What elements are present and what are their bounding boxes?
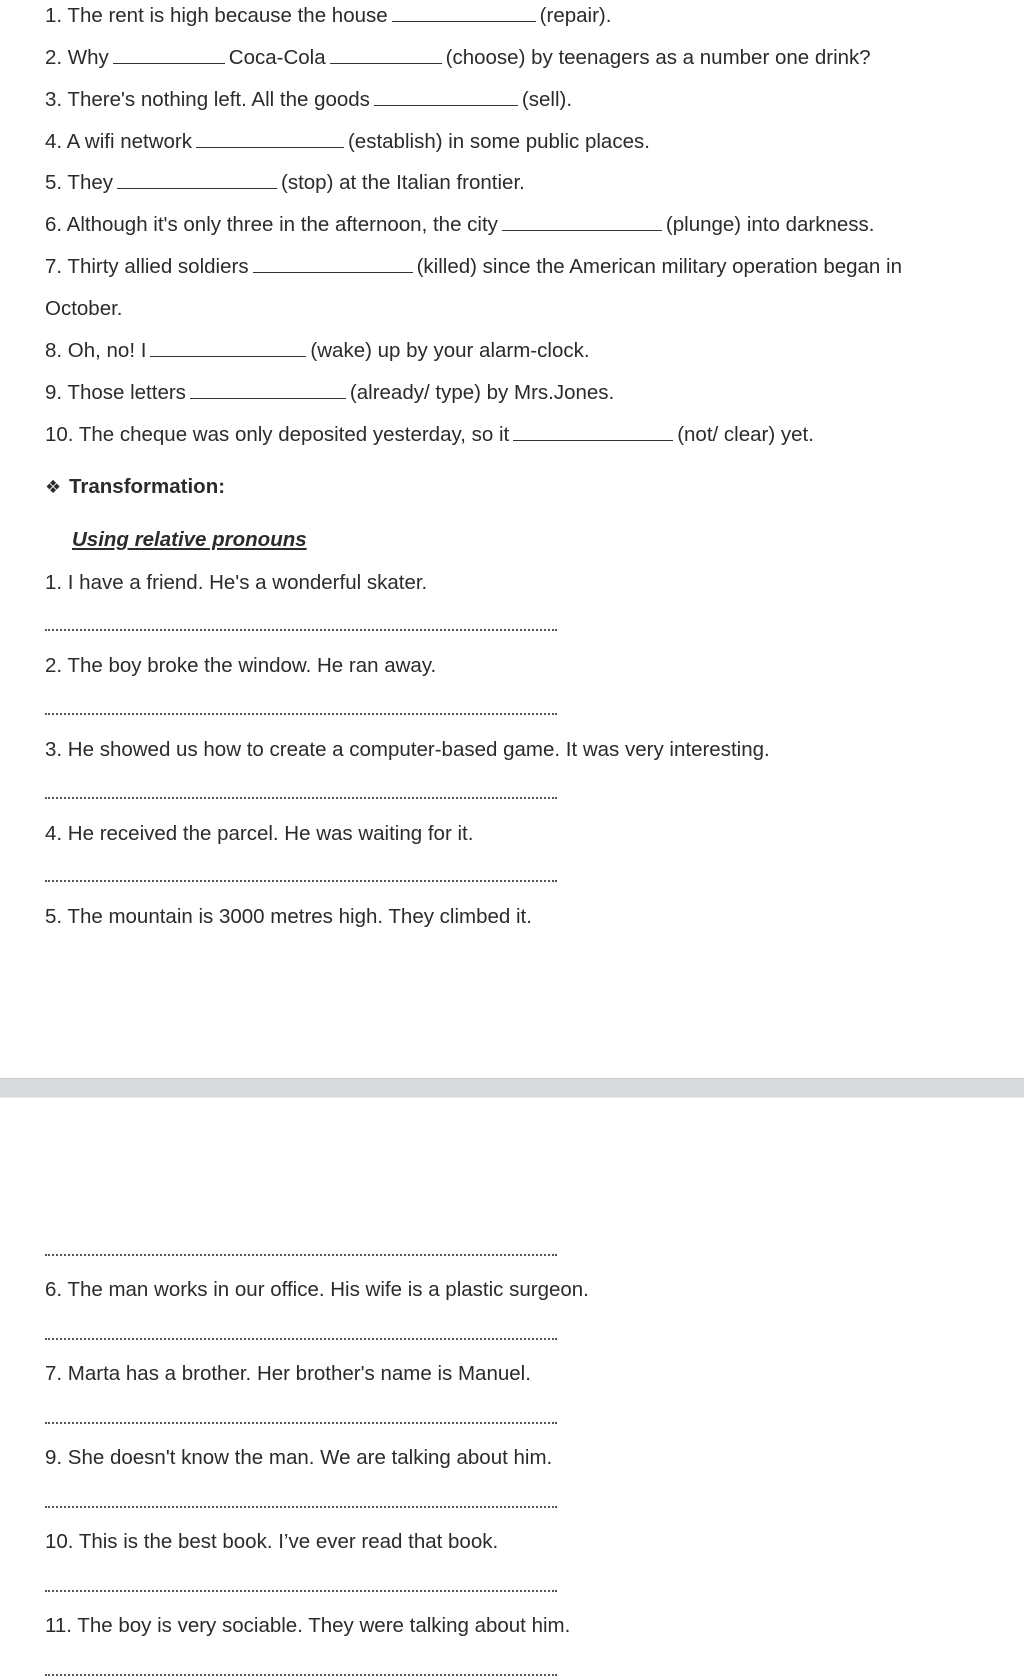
answer-dotted-line[interactable]: [45, 1672, 557, 1676]
answer-blank[interactable]: [330, 46, 442, 64]
transform-item: 4. He received the parcel. He was waiting for it.: [45, 822, 474, 845]
page-separator: [0, 1078, 1024, 1098]
transform-item: 11. The boy is very sociable. They were talking about him.: [45, 1614, 571, 1637]
answer-dotted-line[interactable]: [45, 878, 557, 882]
answer-blank[interactable]: [502, 213, 662, 231]
diamond-bullet-icon: ❖: [45, 477, 62, 497]
transform-item: 5. The mountain is 3000 metres high. They climbed it.: [45, 905, 532, 928]
transform-item: 1. I have a friend. He's a wonderful skater.: [45, 571, 428, 594]
worksheet-page-2: [0, 1098, 1024, 1678]
answer-blank[interactable]: [374, 88, 518, 106]
answer-blank[interactable]: [150, 339, 306, 357]
exercise-item: 8. Oh, no! I (wake) up by your alarm-clock.: [45, 339, 590, 362]
answer-dotted-line[interactable]: [45, 627, 557, 631]
answer-blank[interactable]: [190, 381, 346, 399]
transform-item: 2. The boy broke the window. He ran away.: [45, 654, 437, 677]
answer-dotted-line[interactable]: [45, 1504, 557, 1508]
answer-dotted-line[interactable]: [45, 711, 557, 715]
answer-dotted-line[interactable]: [45, 1252, 557, 1256]
answer-blank[interactable]: [113, 46, 225, 64]
exercise-item: 10. The cheque was only deposited yesterday, so it (not/ clear) yet.: [45, 423, 814, 446]
answer-blank[interactable]: [117, 171, 277, 189]
answer-blank[interactable]: [253, 255, 413, 273]
transform-item: 6. The man works in our office. His wife is a plastic surgeon.: [45, 1278, 589, 1301]
transform-item: 9. She doesn't know the man. We are talking about him.: [45, 1446, 553, 1469]
exercise-item: 9. Those letters (already/ type) by Mrs.Jones.: [45, 381, 615, 404]
answer-blank[interactable]: [513, 423, 673, 441]
exercise-item: 3. There's nothing left. All the goods (sell).: [45, 88, 573, 111]
section-heading: ❖ Transformation:: [45, 475, 226, 498]
section-subheading: Using relative pronouns: [72, 528, 307, 551]
exercise-item: 7. Thirty allied soldiers (killed) since the American military operation began in: [45, 255, 902, 278]
transform-item: 3. He showed us how to create a computer-based game. It was very interesting.: [45, 738, 770, 761]
exercise-item: 6. Although it's only three in the afternoon, the city (plunge) into darkness.: [45, 213, 875, 236]
transform-item: 10. This is the best book. I’ve ever read that book.: [45, 1530, 499, 1553]
exercise-item: 4. A wifi network (establish) in some public places.: [45, 130, 650, 153]
transform-item: 7. Marta has a brother. Her brother's name is Manuel.: [45, 1362, 531, 1385]
exercise-item: 2. Why Coca-Cola (choose) by teenagers as a number one drink?: [45, 46, 871, 69]
answer-blank[interactable]: [392, 4, 536, 22]
answer-dotted-line[interactable]: [45, 1420, 557, 1424]
exercise-item: 5. They (stop) at the Italian frontier.: [45, 171, 525, 194]
answer-dotted-line[interactable]: [45, 1588, 557, 1592]
exercise-item: 1. The rent is high because the house (repair).: [45, 4, 612, 27]
answer-blank[interactable]: [196, 130, 344, 148]
answer-dotted-line[interactable]: [45, 1336, 557, 1340]
answer-dotted-line[interactable]: [45, 795, 557, 799]
exercise-item-continuation: October.: [45, 297, 123, 320]
